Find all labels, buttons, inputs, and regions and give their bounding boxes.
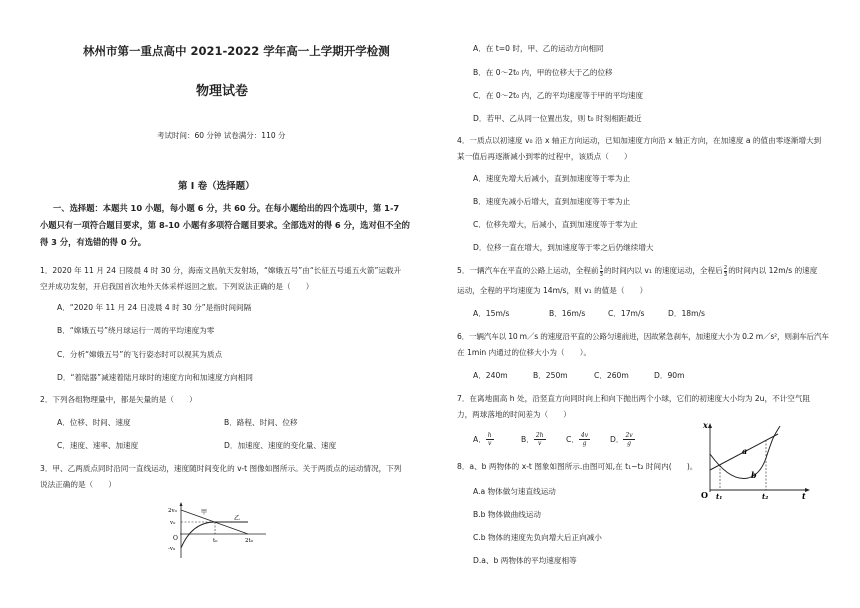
q7-a-label: A． [473,435,486,444]
xt-axis-t-label: t [802,491,806,500]
subject-title: 物理试卷 [196,84,249,99]
q7-a-fraction [486,432,494,447]
q7-a-num: h [487,432,492,439]
q7-c-num: 4v [580,432,589,439]
section-instructions: 一、选择题：本题共 10 小题，每小题 6 分，共 60 分。在每小题给出的四个选项中，第 1-7 小题只有一项符合题目要求，第 8-10 小题有多项符合题目要求。全部选对的得 6 分，选对但不全的得 3 分，有选错的得 0 分。 [40,203,410,247]
q5-option-d: D．18m/s [668,309,706,318]
q8-option-c: C.b 物体的速度先负向增大后正向减小 [473,533,602,542]
exam-title: 林州市第一重点高中 2021-2022 学年高一上学期开学检测 [83,44,390,58]
q1-option-a: A．“2020 年 11 月 24 日凌晨 4 时 30 分”是指时间间隔 [57,303,252,312]
q8-stem: 8．a、b 两物体的 x-t 图象如图所示.由图可知,在 t₁~t₂ 时间内( )。 [457,462,698,471]
q7-d-label: D． [610,435,624,444]
q8-option-b: B.b 物体做曲线运动 [473,510,542,519]
q7-b-num: 2h [535,432,544,439]
q6-stem-line1: 6．一辆汽车以 10 m／s 的速度沿平直的公路匀速前进，因故紧急刹车，加速度大小为 0.2 m／s²，则刹车后汽车 [457,332,829,341]
vt-label-yi: 乙 [234,515,241,522]
xt-label-b: b [751,470,757,480]
q7-a-den: v [488,440,492,447]
q3-option-c: C．在 0～2t₀ 内，乙的平均速度等于甲的平均速度 [473,91,644,100]
xt-axis-x-label: x [703,420,708,430]
q7-option-c [566,432,590,447]
xt-origin: O [701,490,708,500]
vt-label-2t0: 2t₀ [245,538,253,544]
q5-stem-line2: 运动，全程的平均速度为 14m/s，则 v₁ 的值是（ ） [457,286,648,295]
q4-stem: 4．一质点以初速度 v₀ 沿 x 轴正方向运动，已知加速度方向沿 x 轴正方向，在加速度 a 的值由零逐渐增大到某一值后再逐渐减小到零的过程中，该质点（ ） [457,136,822,161]
q7-option-b [521,432,546,447]
vt-label-jia: 甲 [201,509,208,516]
q1-option-c: C．分析“嫦娥五号”的飞行姿态时可以视其为质点 [57,350,223,359]
q2-stem: 2．下列各组物理量中，都是矢量的是（ ） [40,395,197,404]
q6-option-b: B．250m [533,371,568,380]
q5-fraction-2 [724,265,728,278]
q7-b-label: B． [521,435,534,444]
q2-option-d: D．加速度、速度的变化量、速度 [224,441,337,450]
q5-frac1-den: 3 [599,271,604,278]
q8-option-a: A.a 物体做匀速直线运动 [473,487,556,496]
q2-option-b: B．路程、时间、位移 [224,418,298,427]
q3-option-d: D．若甲、乙从同一位置出发，则 t₀ 时刻相距最近 [473,114,642,123]
q1-option-d: D．“着陆器”减速着陆月球时的速度方向和加速度方向相同 [57,373,253,382]
q5-option-b: B．16m/s [549,309,586,318]
q5-fraction-1 [600,265,604,278]
q7-b-den: v [537,440,542,447]
q1-stem: 1．2020 年 11 月 24 日陵晨 4 时 30 分，海南文昌航天发射场，“嫦娥五号”由“长征五号遥五火箭”运载升空并成功发射，开启我国首次地外天体采样返回之旅。下列说法正确的是（ ） [40,266,402,291]
q5-stem-post: 的时间内以 12m/s 的速度 [728,266,818,275]
q5-frac2-num: 2 [723,264,728,271]
q3-option-b: B．在 0～2t₀ 内，甲的位移大于乙的位移 [473,68,613,77]
q5-stem-line1 [457,264,817,278]
section-title: 第 I 卷（选择题） [178,181,255,192]
q4-option-a: A．速度先增大后减小，直到加速度等于零为止 [473,174,631,183]
xt-graph [696,420,812,500]
q7-c-fraction [579,432,590,447]
q4-option-b: B．速度先减小后增大，直到加速度等于零为止 [473,197,631,206]
q2-option-a: A．位移、时间、速度 [57,418,131,427]
xt-t-arrow [805,488,810,492]
q6-stem-line2: 在 1min 内通过的位移大小为（ ）。 [457,348,592,357]
vt-v-arrow [180,502,183,506]
vt-label-neg-v0: -v₀ [168,546,176,552]
xt-label-a: a [742,446,748,456]
q5-option-c: C．17m/s [608,309,645,318]
q7-option-a [473,432,494,447]
q7-b-fraction [534,432,546,447]
q5-frac2-den: 3 [723,271,728,278]
q6-option-c: C．260m [594,371,629,380]
q5-stem-mid: 的时间内以 v₁ 的速度运动，全程后 [604,266,723,275]
q2-option-c: C．速度、速率、加速度 [57,441,139,450]
q5-frac1-num: 1 [599,264,604,271]
vt-label-2v0: 2v₀ [168,508,177,514]
q7-d-den: g [627,440,631,447]
q7-option-d [610,432,635,447]
q3-option-a: A．在 t=0 时，甲、乙的运动方向相同 [473,44,604,53]
q8-option-d: D.a、b 两物体的平均速度相等 [473,556,577,565]
vt-origin: O [173,535,178,542]
vt-label-v0: v₀ [170,520,176,526]
q5-option-a: A．15m/s [473,309,510,318]
q3-stem: 3．甲、乙两质点同时沿同一直线运动，速度随时间变化的 v-t 图像如图所示。关于两质点的运动情况，下列说法正确的是（ ） [40,464,402,489]
exam-info: 考试时间：60 分钟 试卷满分：110 分 [157,131,286,140]
xt-label-t2: t₂ [762,492,769,500]
vt-label-t0: t₀ [213,538,218,544]
q7-d-fraction [623,432,634,447]
vt-graph [168,500,270,560]
xt-label-t1: t₁ [716,492,723,500]
q5-stem-pre: 5．一辆汽车在平直的公路上运动，全程前 [457,266,599,275]
q6-option-a: A．240m [473,371,508,380]
q7-stem: 7．在离地面高 h 处，沿竖直方向同时向上和向下抛出两个小球，它们的初速度大小均为 2u，不计空气阻力，两球落地的时间差为（ ） [457,394,811,419]
q7-c-den: g [582,440,587,447]
q7-d-num: 2v [625,432,633,439]
q4-option-d: D．位移一直在增大，到加速度等于零之后仍继续增大 [473,243,654,252]
q1-option-b: B．“嫦娥五号”绕月球运行一周的平均速度为零 [57,326,215,335]
q7-c-label: C． [566,435,579,444]
vt-line-yi [181,522,248,548]
xt-x-arrow [708,423,712,428]
q4-option-c: C．位移先增大，后减小，直到加速度等于零为止 [473,220,638,229]
q6-option-d: D．90m [654,371,685,380]
